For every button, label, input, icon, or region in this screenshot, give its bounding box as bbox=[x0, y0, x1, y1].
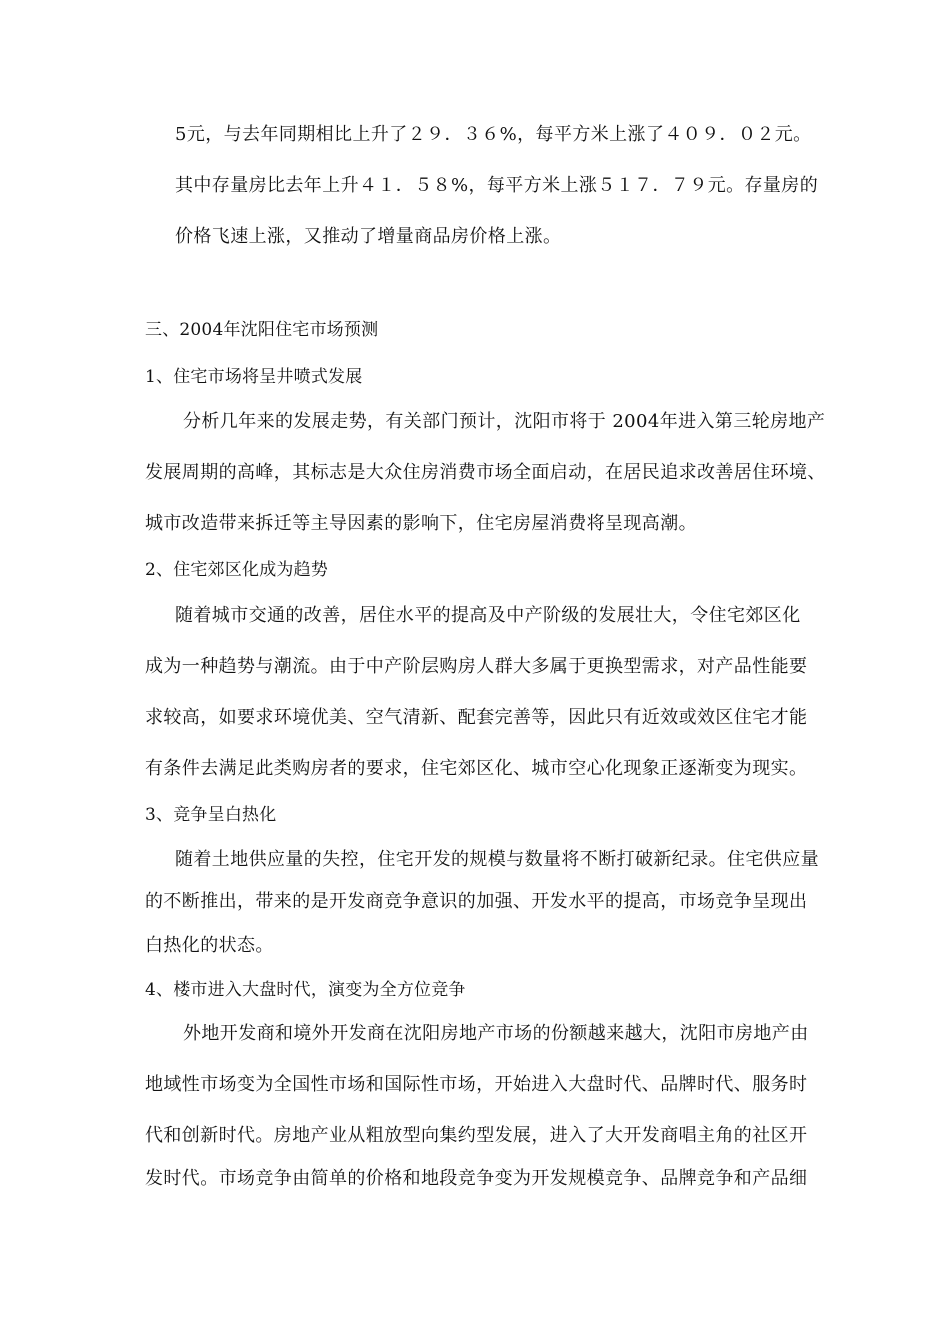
subsection-heading-4: 4、楼市进入大盘时代，演变为全方位竞争 bbox=[145, 980, 466, 1000]
subsection-heading-1: 1、住宅市场将呈井喷式发展 bbox=[145, 367, 363, 387]
paragraph-line-3: 价格飞速上涨，又推动了增量商品房价格上涨。 bbox=[175, 226, 562, 247]
paragraph-line-14: 外地开发商和境外开发商在沈阳房地产市场的份额越来越大，沈阳市房地产由 bbox=[183, 1023, 809, 1044]
paragraph-line-16: 代和创新时代。房地产业从粗放型向集约型发展，进入了大开发商唱主角的社区开 bbox=[145, 1125, 808, 1146]
paragraph-line-11: 随着土地供应量的失控，住宅开发的规模与数量将不断打破新纪录。住宅供应量 bbox=[175, 849, 819, 870]
paragraph-line-17: 发时代。市场竞争由简单的价格和地段竞争变为开发规模竞争、品牌竞争和产品细 bbox=[145, 1168, 808, 1189]
paragraph-line-4: 分析几年来的发展走势，有关部门预计，沈阳市将于 2004年进入第三轮房地产 bbox=[183, 411, 826, 432]
paragraph-line-9: 求较高，如要求环境优美、空气清新、配套完善等，因此只有近效或效区住宅才能 bbox=[145, 707, 808, 728]
paragraph-line-13: 白热化的状态。 bbox=[145, 935, 274, 956]
subsection-heading-3: 3、竞争呈白热化 bbox=[145, 805, 277, 825]
paragraph-line-7: 随着城市交通的改善，居住水平的提高及中产阶级的发展壮大，令住宅郊区化 bbox=[175, 605, 801, 626]
paragraph-line-12: 的不断推出，带来的是开发商竞争意识的加强、开发水平的提高，市场竞争呈现出 bbox=[145, 891, 808, 912]
paragraph-line-8: 成为一种趋势与潮流。由于中产阶层购房人群大多属于更换型需求，对产品性能要 bbox=[145, 656, 808, 677]
paragraph-line-6: 城市改造带来拆迁等主导因素的影响下，住宅房屋消费将呈现高潮。 bbox=[145, 513, 697, 534]
paragraph-line-2: 其中存量房比去年上升４１．５８%，每平方米上涨５１７．７９元。存量房的 bbox=[175, 175, 819, 196]
subsection-heading-2: 2、住宅郊区化成为趋势 bbox=[145, 560, 329, 580]
paragraph-line-5: 发展周期的高峰，其标志是大众住房消费市场全面启动，在居民追求改善居住环境、 bbox=[145, 462, 826, 483]
paragraph-line-10: 有条件去满足此类购房者的要求，住宅郊区化、城市空心化现象正逐渐变为现实。 bbox=[145, 758, 808, 779]
paragraph-line-1: 5元，与去年同期相比上升了２９．３６%，每平方米上涨了４０９．０２元。 bbox=[175, 124, 812, 145]
paragraph-line-15: 地域性市场变为全国性市场和国际性市场，开始进入大盘时代、品牌时代、服务时 bbox=[145, 1074, 808, 1095]
section-heading: 三、2004年沈阳住宅市场预测 bbox=[145, 320, 379, 340]
